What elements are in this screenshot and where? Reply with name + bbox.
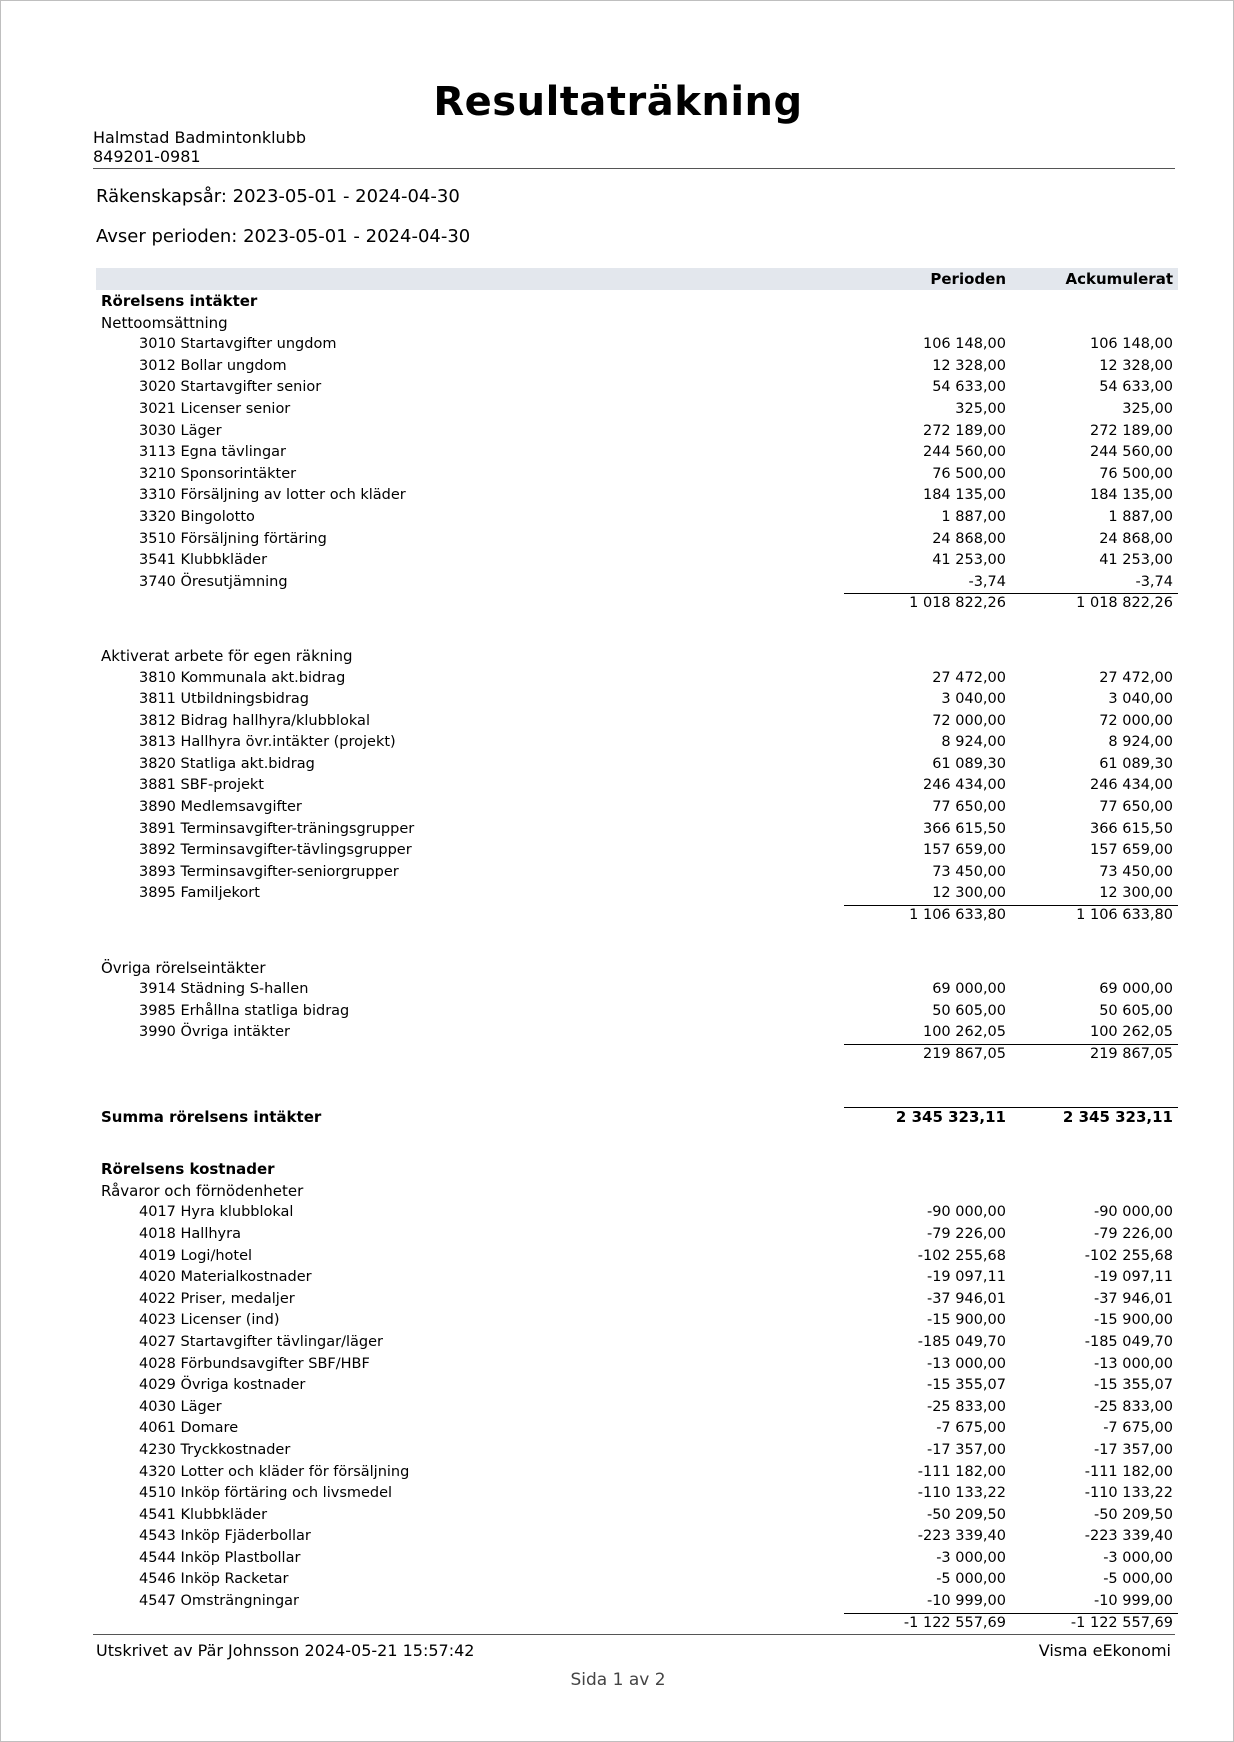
period-value: -79 226,00 [926, 1225, 1006, 1242]
section-title [96, 1159, 1178, 1181]
table-row [96, 1548, 1178, 1570]
spacer [96, 1066, 1178, 1097]
subtotal-row [96, 1044, 1178, 1066]
table-row [96, 550, 1178, 572]
accumulated-value: 24 868,00 [1099, 530, 1173, 547]
account-label: 3813 Hallhyra övr.intäkter (projekt) [139, 734, 396, 751]
table-row [96, 1246, 1178, 1268]
account-label: 3810 Kommunala akt.bidrag [139, 669, 346, 686]
account-label: 3020 Startavgifter senior [139, 379, 322, 396]
period-value: -50 209,50 [926, 1506, 1006, 1523]
accumulated-value: -90 000,00 [1093, 1204, 1173, 1221]
account-label: 3914 Städning S-hallen [139, 981, 309, 998]
period-value: 12 328,00 [932, 357, 1006, 374]
company-name: Halmstad Badmintonklubb [93, 128, 306, 147]
group-title-label: Nettoomsättning [101, 313, 228, 332]
table-row [96, 485, 1178, 507]
period-value: 244 560,00 [922, 444, 1006, 461]
accumulated-value: 3 040,00 [1108, 691, 1173, 708]
period-value: 76 500,00 [932, 465, 1006, 482]
period-value: 61 089,30 [932, 755, 1006, 772]
table-row [96, 1569, 1178, 1591]
accumulated-value: -17 357,00 [1093, 1441, 1173, 1458]
company-info [93, 128, 306, 166]
table-row [96, 689, 1178, 711]
account-label: 4022 Priser, medaljer [139, 1290, 295, 1307]
accumulated-value: -13 000,00 [1093, 1355, 1173, 1372]
accumulated-value: 72 000,00 [1099, 712, 1173, 729]
table-row [96, 334, 1178, 356]
period-value: 106 148,00 [922, 336, 1006, 353]
accumulated-value: -10 999,00 [1093, 1593, 1173, 1610]
accumulated-value: -3 000,00 [1103, 1549, 1173, 1566]
accumulated-value: -5 000,00 [1103, 1571, 1173, 1588]
account-label: 3310 Försäljning av lotter och kläder [139, 487, 406, 504]
accumulated-value: 50 605,00 [1099, 1002, 1173, 1019]
table-row [96, 1267, 1178, 1289]
account-label: 4544 Inköp Plastbollar [139, 1549, 301, 1566]
accumulated-value: 77 650,00 [1099, 799, 1173, 816]
subtotal-period: 1 018 822,26 [909, 595, 1006, 612]
table-row [96, 1375, 1178, 1397]
table-row [96, 1483, 1178, 1505]
table-row [96, 1526, 1178, 1548]
accumulated-value: 8 924,00 [1108, 734, 1173, 751]
account-label: 4061 Domare [139, 1420, 239, 1437]
period-value: -185 049,70 [917, 1333, 1006, 1350]
accumulated-value: 76 500,00 [1099, 465, 1173, 482]
period-value: -7 675,00 [936, 1420, 1006, 1437]
company-org-number: 849201-0981 [93, 147, 201, 166]
period-value: 54 633,00 [932, 379, 1006, 396]
accumulated-value: 73 450,00 [1099, 863, 1173, 880]
accumulated-value: -7 675,00 [1103, 1420, 1173, 1437]
account-label: 3510 Försäljning förtäring [139, 530, 327, 547]
table-row [96, 1462, 1178, 1484]
page-number: Sida 1 av 2 [570, 1670, 666, 1690]
period-value: 366 615,50 [922, 820, 1006, 837]
period-value: -17 357,00 [926, 1441, 1006, 1458]
accumulated-value: 12 328,00 [1099, 357, 1173, 374]
accumulated-value: -15 355,07 [1093, 1377, 1173, 1394]
period-value: -37 946,01 [926, 1290, 1006, 1307]
fiscal-year: Räkenskapsår: 2023-05-01 - 2024-04-30 [96, 186, 460, 207]
group-title [96, 646, 1178, 668]
period-value: -15 355,07 [926, 1377, 1006, 1394]
account-label: 3113 Egna tävlingar [139, 444, 287, 461]
account-label: 4028 Förbundsavgifter SBF/HBF [139, 1355, 370, 1372]
accumulated-value: -102 255,68 [1084, 1247, 1173, 1264]
accumulated-value: 61 089,30 [1099, 755, 1173, 772]
subtotal-accumulated: 219 867,05 [1089, 1046, 1173, 1062]
period-value: 100 262,05 [922, 1024, 1006, 1041]
account-label: 3891 Terminsavgifter-träningsgrupper [139, 820, 415, 837]
accumulated-value: 244 560,00 [1089, 444, 1173, 461]
section-title-label: Rörelsens intäkter [101, 292, 258, 310]
account-label: 4510 Inköp förtäring och livsmedel [139, 1485, 393, 1502]
period-value: -223 339,40 [917, 1528, 1006, 1545]
period-value: 73 450,00 [932, 863, 1006, 880]
account-label: 3320 Bingolotto [139, 508, 255, 525]
table-row [96, 399, 1178, 421]
period-value: -25 833,00 [926, 1398, 1006, 1415]
accumulated-value: 246 434,00 [1089, 777, 1173, 794]
table-row [96, 1202, 1178, 1224]
accumulated-value: 41 253,00 [1099, 552, 1173, 569]
group-title [96, 1181, 1178, 1203]
account-label: 3893 Terminsavgifter-seniorgrupper [139, 863, 399, 880]
footer-printed-by: Utskrivet av Pär Johnsson 2024-05-21 15:57:42 [96, 1641, 475, 1660]
accumulated-value: 100 262,05 [1089, 1024, 1173, 1041]
period-value: 72 000,00 [932, 712, 1006, 729]
spacer [96, 615, 1178, 646]
account-label: 4029 Övriga kostnader [139, 1377, 306, 1394]
account-label: 3541 Klubbkläder [139, 552, 268, 569]
spacer [96, 1128, 1178, 1159]
account-label: 4027 Startavgifter tävlingar/läger [139, 1333, 383, 1350]
account-label: 4546 Inköp Racketar [139, 1571, 289, 1588]
header-divider [93, 168, 1175, 169]
account-label: 4320 Lotter och kläder för försäljning [139, 1463, 410, 1480]
table-row [96, 711, 1178, 733]
group-title-label: Råvaror och förnödenheter [101, 1181, 304, 1200]
period-value: -3 000,00 [936, 1549, 1006, 1566]
table-row [96, 1418, 1178, 1440]
group-title [96, 313, 1178, 335]
period-value: 157 659,00 [922, 842, 1006, 859]
account-label: 3811 Utbildningsbidrag [139, 691, 309, 708]
report-title: Resultaträkning [433, 79, 803, 125]
subtotal-period: -1 122 557,69 [903, 1614, 1006, 1631]
period-value: 325,00 [955, 400, 1006, 417]
subtotal-period: 219 867,05 [922, 1046, 1006, 1062]
account-label: 3820 Statliga akt.bidrag [139, 755, 315, 772]
account-label: 3985 Erhållna statliga bidrag [139, 1002, 350, 1019]
total-label: Summa rörelsens intäkter [101, 1107, 322, 1126]
table-row [96, 442, 1178, 464]
account-label: 3012 Bollar ungdom [139, 357, 287, 374]
accumulated-value: 184 135,00 [1089, 487, 1173, 504]
account-label: 3990 Övriga intäkter [139, 1024, 290, 1041]
period-value: 77 650,00 [932, 799, 1006, 816]
total-period: 2 345 323,11 [895, 1107, 1006, 1126]
subtotal-row [96, 593, 1178, 615]
account-label: 4017 Hyra klubblokal [139, 1204, 294, 1221]
total-row [96, 1107, 1178, 1129]
table-row [96, 819, 1178, 841]
account-label: 3210 Sponsorintäkter [139, 465, 297, 482]
accumulated-value: -50 209,50 [1093, 1506, 1173, 1523]
footer-divider [93, 1634, 1175, 1635]
period-value: 8 924,00 [941, 734, 1006, 751]
table-row [96, 1001, 1178, 1023]
period-value: 50 605,00 [932, 1002, 1006, 1019]
account-label: 4018 Hallhyra [139, 1225, 241, 1242]
accumulated-value: -185 049,70 [1084, 1333, 1173, 1350]
account-label: 4030 Läger [139, 1398, 222, 1415]
table-row [96, 1332, 1178, 1354]
period-value: -10 999,00 [926, 1593, 1006, 1610]
table-row [96, 1022, 1178, 1044]
accumulated-value: 157 659,00 [1089, 842, 1173, 859]
period-value: -3,74 [968, 573, 1006, 590]
accumulated-value: 272 189,00 [1089, 422, 1173, 439]
account-label: 3812 Bidrag hallhyra/klubblokal [139, 712, 370, 729]
table-row [96, 529, 1178, 551]
period-value: -90 000,00 [926, 1204, 1006, 1221]
account-label: 3010 Startavgifter ungdom [139, 336, 337, 353]
table-row [96, 572, 1178, 594]
accumulated-value: 366 615,50 [1089, 820, 1173, 837]
account-label: 3030 Läger [139, 422, 222, 439]
period-value: 12 300,00 [932, 885, 1006, 902]
accumulated-value: -19 097,11 [1093, 1269, 1173, 1286]
accumulated-value: 1 887,00 [1108, 508, 1173, 525]
table-row [96, 883, 1178, 905]
table-row [96, 1289, 1178, 1311]
period-value: 41 253,00 [932, 552, 1006, 569]
accumulated-value: 69 000,00 [1099, 981, 1173, 998]
table-row [96, 1310, 1178, 1332]
accumulated-value: 325,00 [1122, 400, 1173, 417]
account-label: 3892 Terminsavgifter-tävlingsgrupper [139, 842, 412, 859]
table-row [96, 840, 1178, 862]
account-label: 3895 Familjekort [139, 885, 260, 902]
account-label: 4230 Tryckkostnader [139, 1441, 291, 1458]
group-title-label: Övriga rörelseintäkter [101, 958, 266, 977]
column-header-accumulated: Ackumulerat [1065, 270, 1173, 288]
table-row [96, 356, 1178, 378]
account-label: 4541 Klubbkläder [139, 1506, 268, 1523]
table-row [96, 1591, 1178, 1613]
period-value: -110 133,22 [917, 1485, 1006, 1502]
account-label: 3740 Öresutjämning [139, 573, 288, 590]
total-accumulated: 2 345 323,11 [1062, 1107, 1173, 1126]
section-title [96, 291, 1178, 313]
table-row [96, 421, 1178, 443]
accumulated-value: -110 133,22 [1084, 1485, 1173, 1502]
table-row [96, 1397, 1178, 1419]
table-row [96, 507, 1178, 529]
footer-software: Visma eEkonomi [1038, 1641, 1171, 1660]
period-value: 3 040,00 [941, 691, 1006, 708]
account-label: 4020 Materialkostnader [139, 1269, 312, 1286]
accumulated-value: -111 182,00 [1084, 1463, 1173, 1480]
table-row [96, 377, 1178, 399]
account-label: 4023 Licenser (ind) [139, 1312, 280, 1329]
accumulated-value: -25 833,00 [1093, 1398, 1173, 1415]
subtotal-row [96, 1613, 1178, 1635]
table-row [96, 775, 1178, 797]
period-value: 246 434,00 [922, 777, 1006, 794]
account-label: 3881 SBF-projekt [139, 777, 264, 794]
period-value: 27 472,00 [932, 669, 1006, 686]
account-label: 4019 Logi/hotel [139, 1247, 253, 1264]
period-value: 1 887,00 [941, 508, 1006, 525]
subtotal-accumulated: -1 122 557,69 [1070, 1614, 1173, 1631]
accumulated-value: 27 472,00 [1099, 669, 1173, 686]
period-value: 184 135,00 [922, 487, 1006, 504]
accumulated-value: 106 148,00 [1089, 336, 1173, 353]
account-label: 3021 Licenser senior [139, 400, 291, 417]
accumulated-value: -15 900,00 [1093, 1312, 1173, 1329]
period-value: -15 900,00 [926, 1312, 1006, 1329]
subtotal-period: 1 106 633,80 [909, 907, 1006, 924]
table-row [96, 464, 1178, 486]
period-value: -111 182,00 [917, 1463, 1006, 1480]
accumulated-value: -79 226,00 [1093, 1225, 1173, 1242]
account-label: 4547 Omsträngningar [139, 1593, 299, 1610]
account-label: 4543 Inköp Fjäderbollar [139, 1528, 311, 1545]
group-title-label: Aktiverat arbete för egen räkning [101, 646, 353, 665]
column-header-period: Perioden [930, 270, 1006, 288]
group-title [96, 958, 1178, 980]
report-period: Avser perioden: 2023-05-01 - 2024-04-30 [96, 226, 471, 247]
section-title-label: Rörelsens kostnader [101, 1160, 275, 1179]
accumulated-value: 54 633,00 [1099, 379, 1173, 396]
accumulated-value: -223 339,40 [1084, 1528, 1173, 1545]
income-statement-table [96, 268, 1178, 1634]
accumulated-value: -3,74 [1135, 573, 1173, 590]
period-value: -13 000,00 [926, 1355, 1006, 1372]
table-row [96, 979, 1178, 1001]
table-row [96, 668, 1178, 690]
table-header [96, 268, 1178, 290]
period-value: -102 255,68 [917, 1247, 1006, 1264]
period-value: 69 000,00 [932, 981, 1006, 998]
subtotal-row [96, 905, 1178, 927]
table-row [96, 1224, 1178, 1246]
accumulated-value: -37 946,01 [1093, 1290, 1173, 1307]
period-value: -5 000,00 [936, 1571, 1006, 1588]
table-row [96, 797, 1178, 819]
subtotal-accumulated: 1 106 633,80 [1076, 907, 1173, 924]
table-row [96, 732, 1178, 754]
period-value: 272 189,00 [922, 422, 1006, 439]
subtotal-accumulated: 1 018 822,26 [1076, 595, 1173, 612]
account-label: 3890 Medlemsavgifter [139, 799, 302, 816]
period-value: 24 868,00 [932, 530, 1006, 547]
table-row [96, 1440, 1178, 1462]
accumulated-value: 12 300,00 [1099, 885, 1173, 902]
table-row [96, 862, 1178, 884]
table-row [96, 1505, 1178, 1527]
table-row [96, 1354, 1178, 1376]
period-value: -19 097,11 [926, 1269, 1006, 1286]
spacer [96, 927, 1178, 958]
spacer [96, 1097, 1178, 1107]
table-row [96, 754, 1178, 776]
